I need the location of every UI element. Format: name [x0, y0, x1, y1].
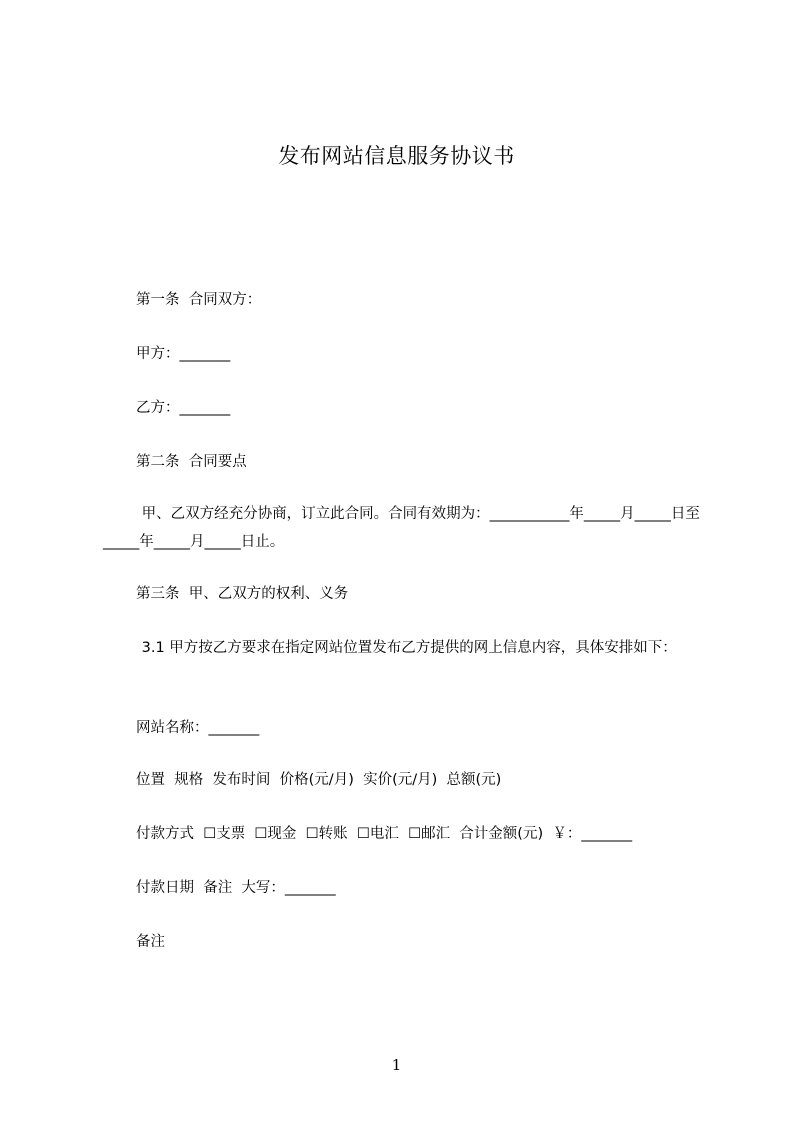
website-name-line: 网站名称：_______ [136, 720, 260, 736]
page-number: 1 [391, 1056, 402, 1074]
clause-3-1 [103, 634, 703, 662]
article-2-body [103, 500, 710, 556]
payment-date-line: 付款日期 备注 大写：_______ [136, 880, 336, 896]
party-b-line: 乙方：_______ [136, 400, 231, 416]
payment-method-line: 付款方式 ☐支票 ☐现金 ☐转账 ☐电汇 ☐邮汇 合计金额(元) ￥：_______ [136, 826, 633, 842]
article-3-heading: 第三条 甲、乙双方的权利、义务 [136, 586, 349, 602]
article-2-heading: 第二条 合同要点 [136, 454, 247, 470]
article-2-text: 甲、乙双方经充分协商，订立此合同。合同有效期为：___________年_____月_____日至 _____年_____月_____日止。 [103, 506, 710, 550]
remarks-line: 备注 [136, 934, 165, 950]
clause-3-1-text: 3.1 甲方按乙方要求在指定网站位置发布乙方提供的网上信息内容，具体安排如下： [137, 640, 677, 656]
document-title: 发布网站信息服务协议书 [278, 144, 515, 168]
party-a-line: 甲方：_______ [136, 346, 231, 362]
table-header-line: 位置 规格 发布时间 价格(元/月) 实价(元/月) 总额(元) [136, 772, 502, 788]
article-1-heading: 第一条 合同双方： [136, 292, 262, 308]
